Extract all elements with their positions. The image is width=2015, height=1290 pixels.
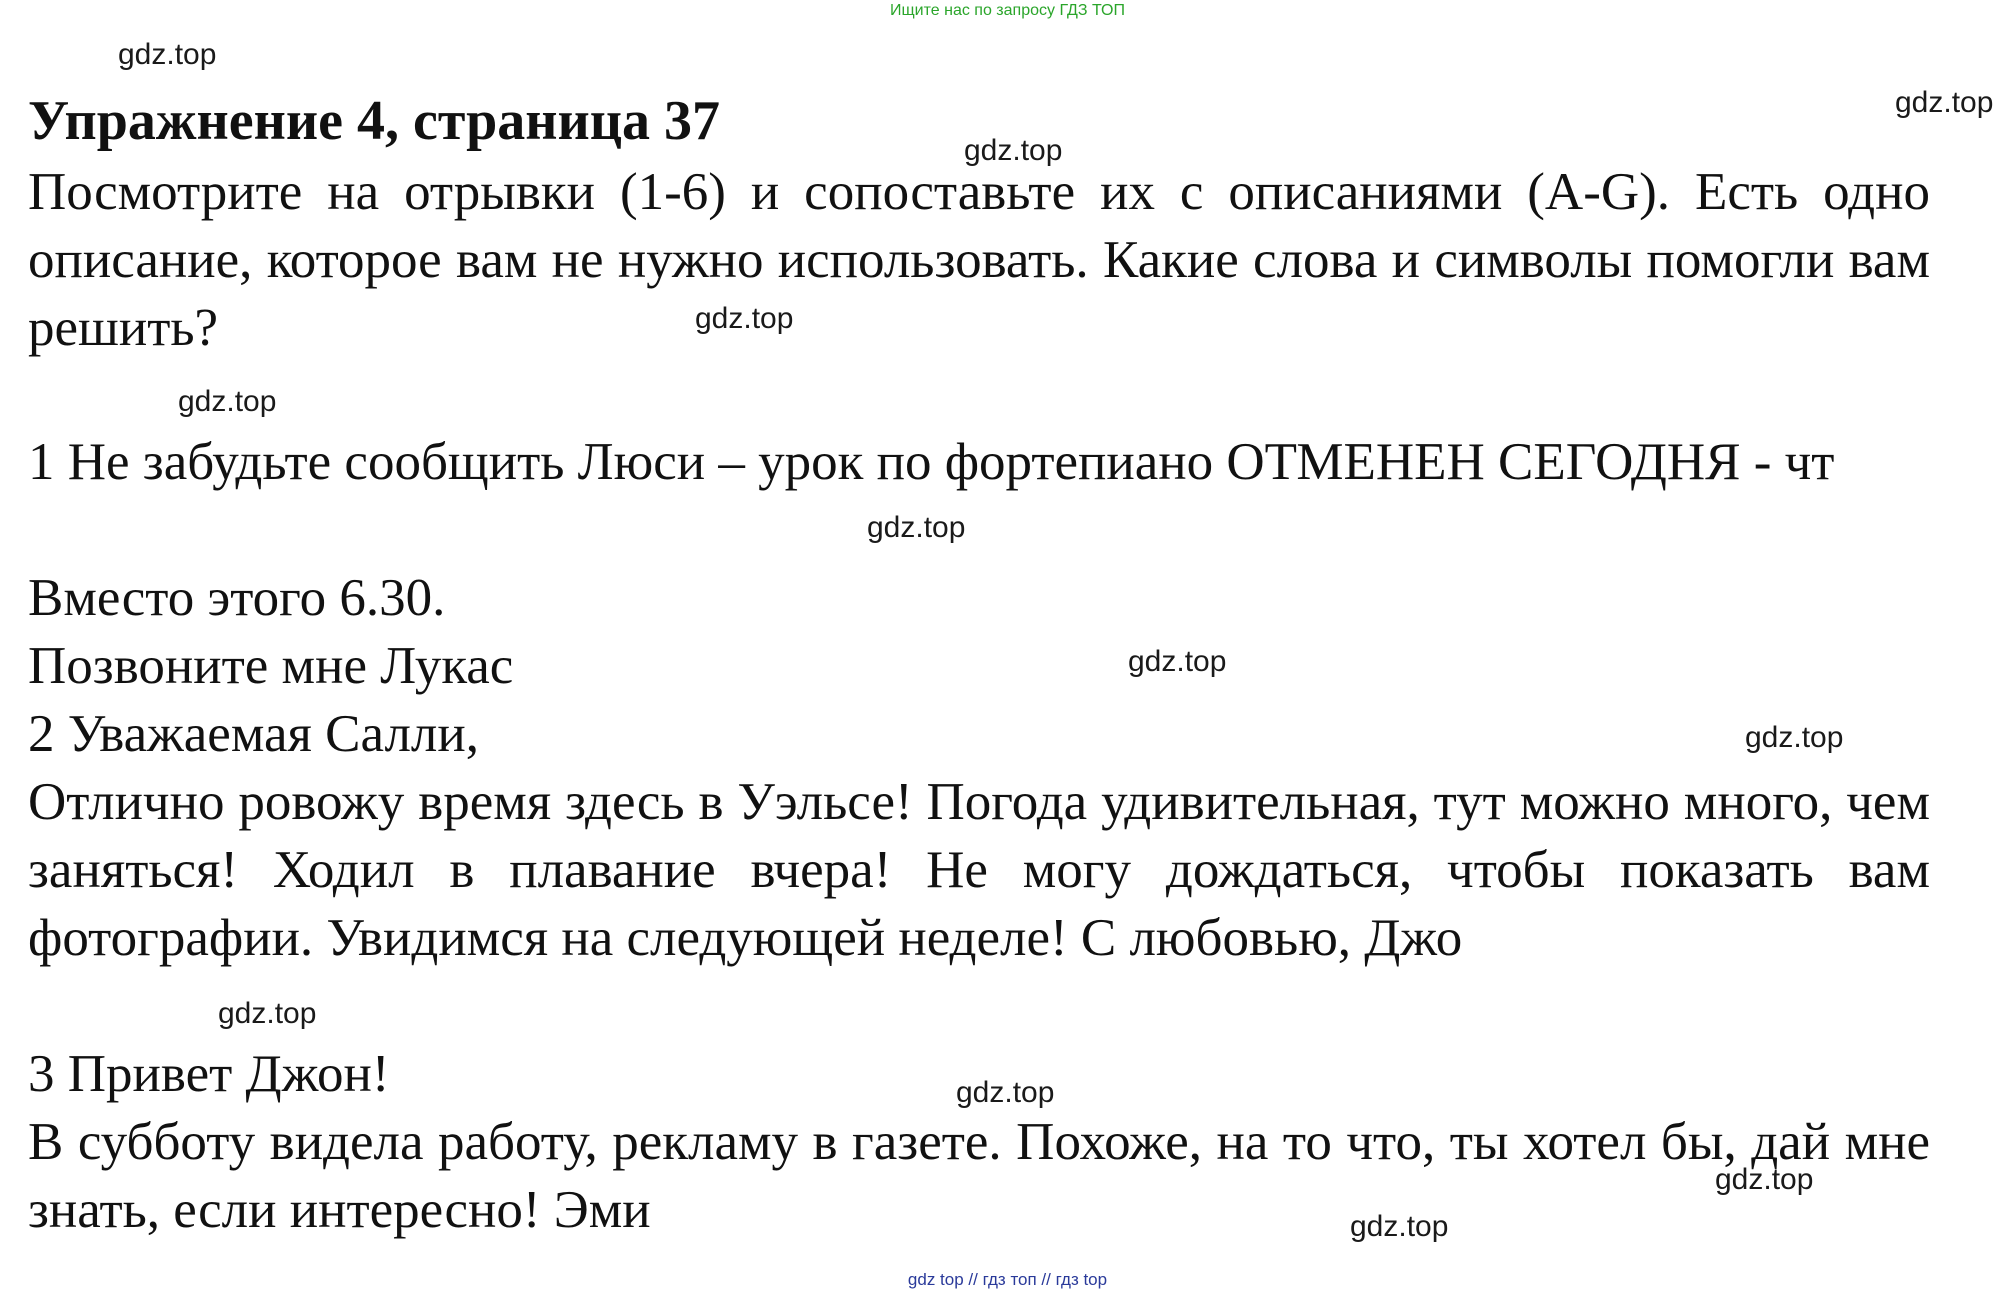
watermark: gdz.top [118, 38, 217, 71]
watermark: gdz.top [964, 134, 1063, 167]
watermark: gdz.top [1895, 86, 1994, 119]
passage-3-text: В субботу видела работу, рекламу в газете. Похоже, на то что, ты хотел бы, дай мне знать, если интересно! Эми [28, 1113, 1930, 1239]
watermark: gdz.top [218, 997, 317, 1030]
instructions-text: Посмотрите на отрывки (1-6) и сопоставьте их с описаниями (A-G). Есть одно описание, которое вам не нужно использовать. Какие слова и символы помогли вам решить? [28, 163, 1930, 357]
top-note: Ищите нас по запросу ГДЗ ТОП [890, 2, 1125, 19]
page-title: Упражнение 4, страница 37 [28, 90, 721, 152]
watermark: gdz.top [1715, 1163, 1814, 1196]
watermark: gdz.top [1745, 721, 1844, 754]
passage-3-heading: 3 Привет Джон! [28, 1045, 390, 1103]
passage-1-line-3: Позвоните мне Лукас [28, 637, 514, 695]
passage-1-line-1: 1 Не забудьте сообщить Люси – урок по фортепиано ОТМЕНЕН СЕГОДНЯ - чт [28, 433, 1835, 491]
watermark: gdz.top [867, 511, 966, 544]
passage-2-heading: 2 Уважаемая Салли, [28, 705, 479, 763]
watermark: gdz.top [1128, 645, 1227, 678]
footer-links: gdz top // гдз топ // гдз top [907, 1270, 1108, 1289]
watermark: gdz.top [956, 1076, 1055, 1109]
watermark: gdz.top [695, 302, 794, 335]
watermark: gdz.top [1350, 1210, 1449, 1243]
passage-2-text: Отлично ровожу время здесь в Уэльсе! Погода удивительная, тут можно много, чем заняться! Ходил в плавание вчера! Не могу дождаться, чтобы показать вам фотографии. Увидимся на следующей неделе! С любовью, Джо [28, 773, 1930, 967]
watermark: gdz.top [178, 385, 277, 418]
passage-1-line-2: Вместо этого 6.30. [28, 569, 446, 627]
